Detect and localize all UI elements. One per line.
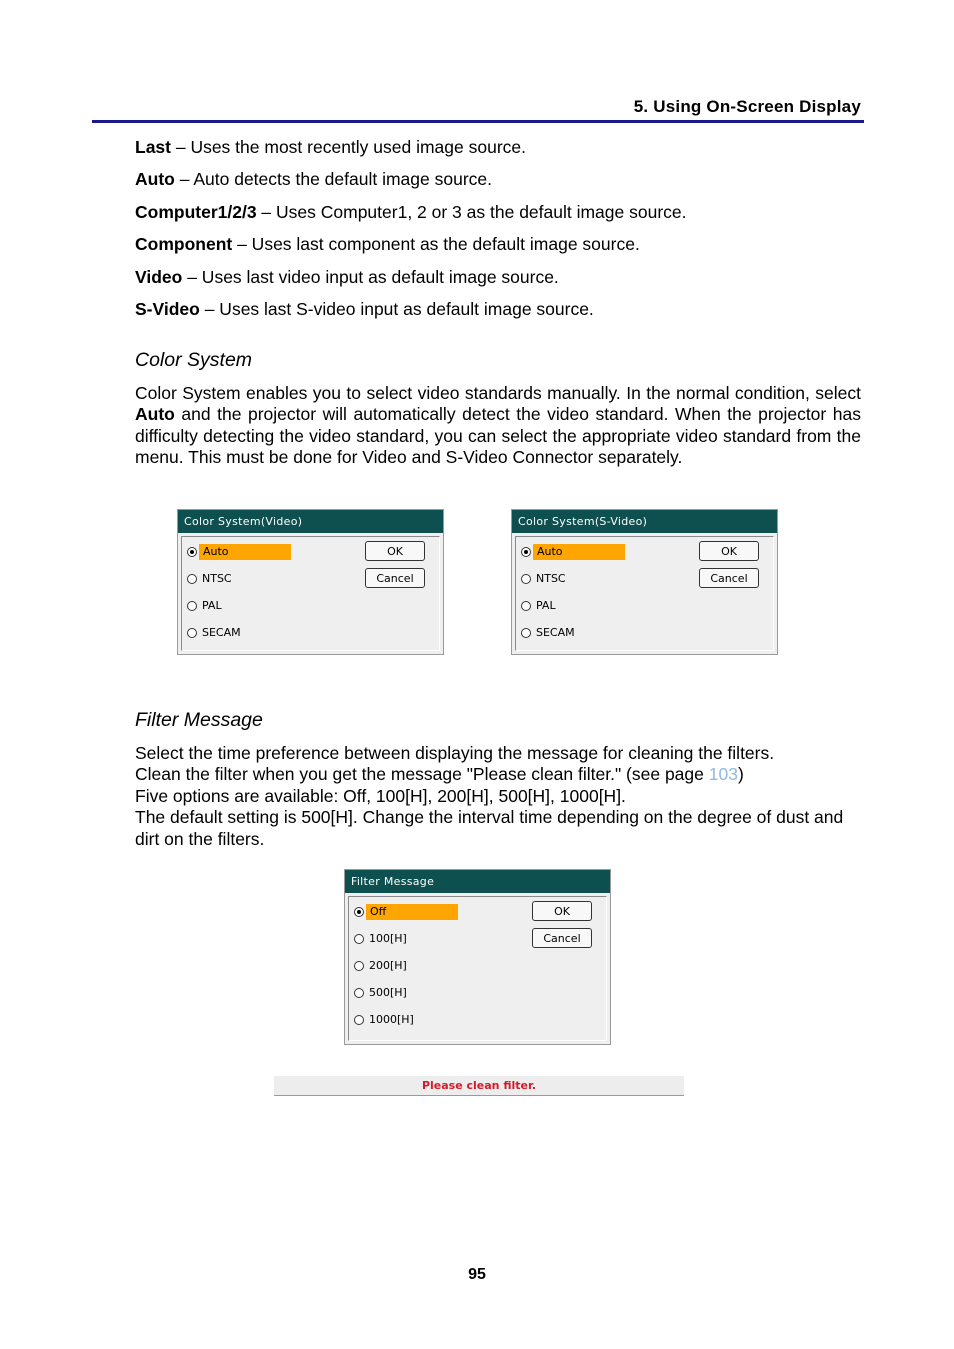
page-number: 95 [468, 1266, 486, 1283]
filter-message-dialog [344, 869, 611, 1045]
definition-desc: – Uses last component as the default image source. [232, 234, 640, 255]
color-system-svideo-dialog [511, 509, 778, 655]
option-label: Off [366, 904, 458, 920]
filter-message-paragraph [135, 743, 861, 850]
radio-icon [354, 934, 364, 944]
definition-item [135, 233, 861, 265]
radio-icon [354, 1015, 364, 1025]
header-rule [92, 120, 864, 123]
color-system-text: Color System enables you to select video standards manually. In the normal condition, select [135, 383, 861, 403]
option-label: 200[H] [369, 959, 407, 972]
definition-desc: – Uses the most recently used image source. [170, 137, 527, 157]
filter-message-heading: Filter Message [135, 709, 263, 731]
filter-line-3: Five options are available: Off, 100[H], 200[H], 500[H], 1000[H]. [135, 785, 626, 806]
definition-item [135, 201, 861, 233]
option-label: Auto [533, 544, 625, 560]
source-definitions [135, 136, 861, 330]
dialog-title: Color System(S-Video) [512, 510, 777, 533]
radio-icon [521, 628, 531, 638]
color-system-heading: Color System [135, 349, 253, 371]
radio-icon [521, 601, 531, 611]
filter-line-2-end: ) [737, 764, 744, 785]
option-label: SECAM [202, 626, 241, 639]
option-label: Auto [199, 544, 291, 560]
definition-item [135, 168, 861, 200]
definition-term: Video [135, 266, 183, 287]
color-system-bold: Auto [135, 404, 175, 425]
definition-term: Component [135, 234, 233, 255]
filter-line-1: Select the time preference between displaying the message for cleaning the filters. [135, 743, 775, 763]
definition-term: S-Video [135, 298, 200, 319]
dialog-title: Color System(Video) [178, 510, 443, 533]
cancel-button[interactable]: Cancel [365, 568, 425, 588]
radio-selected-icon [354, 907, 364, 917]
radio-icon [187, 628, 197, 638]
filter-line-2 [135, 764, 861, 785]
option-label: 500[H] [369, 986, 407, 999]
option-label: NTSC [536, 572, 566, 585]
option-label: PAL [536, 599, 556, 612]
definition-desc: – Uses last video input as default image source. [182, 266, 559, 287]
option-label: PAL [202, 599, 222, 612]
definition-desc: – Auto detects the default image source. [174, 169, 493, 190]
radio-icon [354, 961, 364, 971]
page-header-title: 5. Using On-Screen Display [633, 97, 861, 116]
definition-term: Computer1/2/3 [135, 201, 257, 222]
color-system-text-end: and the projector will automatically detect the video standard. When the projector has difficulty detecting the video standard, you can select the appropriate video standard from the menu. This must be done for Video and S-Video Connector separately. [135, 404, 861, 468]
color-system-paragraph [135, 383, 861, 469]
color-system-video-dialog [177, 509, 444, 655]
option-label: 100[H] [369, 932, 407, 945]
radio-icon [187, 574, 197, 584]
radio-selected-icon [521, 547, 531, 557]
ok-button[interactable]: OK [365, 541, 425, 561]
radio-icon [521, 574, 531, 584]
radio-icon [187, 601, 197, 611]
definition-desc: – Uses Computer1, 2 or 3 as the default image source. [256, 201, 687, 222]
option-label: NTSC [202, 572, 232, 585]
radio-icon [354, 988, 364, 998]
definition-desc: – Uses last S-video input as default image source. [199, 298, 594, 319]
definition-item [135, 298, 861, 330]
filter-warning-bar: Please clean filter. [274, 1076, 684, 1096]
definition-item [135, 266, 861, 298]
definition-item [135, 136, 861, 168]
option-label: SECAM [536, 626, 575, 639]
filter-line-4: The default setting is 500[H]. Change the interval time depending on the degree of dust and dirt on the filters. [135, 807, 844, 849]
filter-line-2-text: Clean the filter when you get the message "Please clean filter." (see page [135, 764, 709, 785]
ok-button[interactable]: OK [532, 901, 592, 921]
cancel-button[interactable]: Cancel [532, 928, 592, 948]
definition-term: Last [135, 137, 171, 157]
option-label: 1000[H] [369, 1013, 414, 1026]
page-link[interactable]: 103 [708, 764, 738, 785]
definition-term: Auto [135, 169, 175, 190]
radio-selected-icon [187, 547, 197, 557]
ok-button[interactable]: OK [699, 541, 759, 561]
dialog-title: Filter Message [345, 870, 610, 893]
cancel-button[interactable]: Cancel [699, 568, 759, 588]
